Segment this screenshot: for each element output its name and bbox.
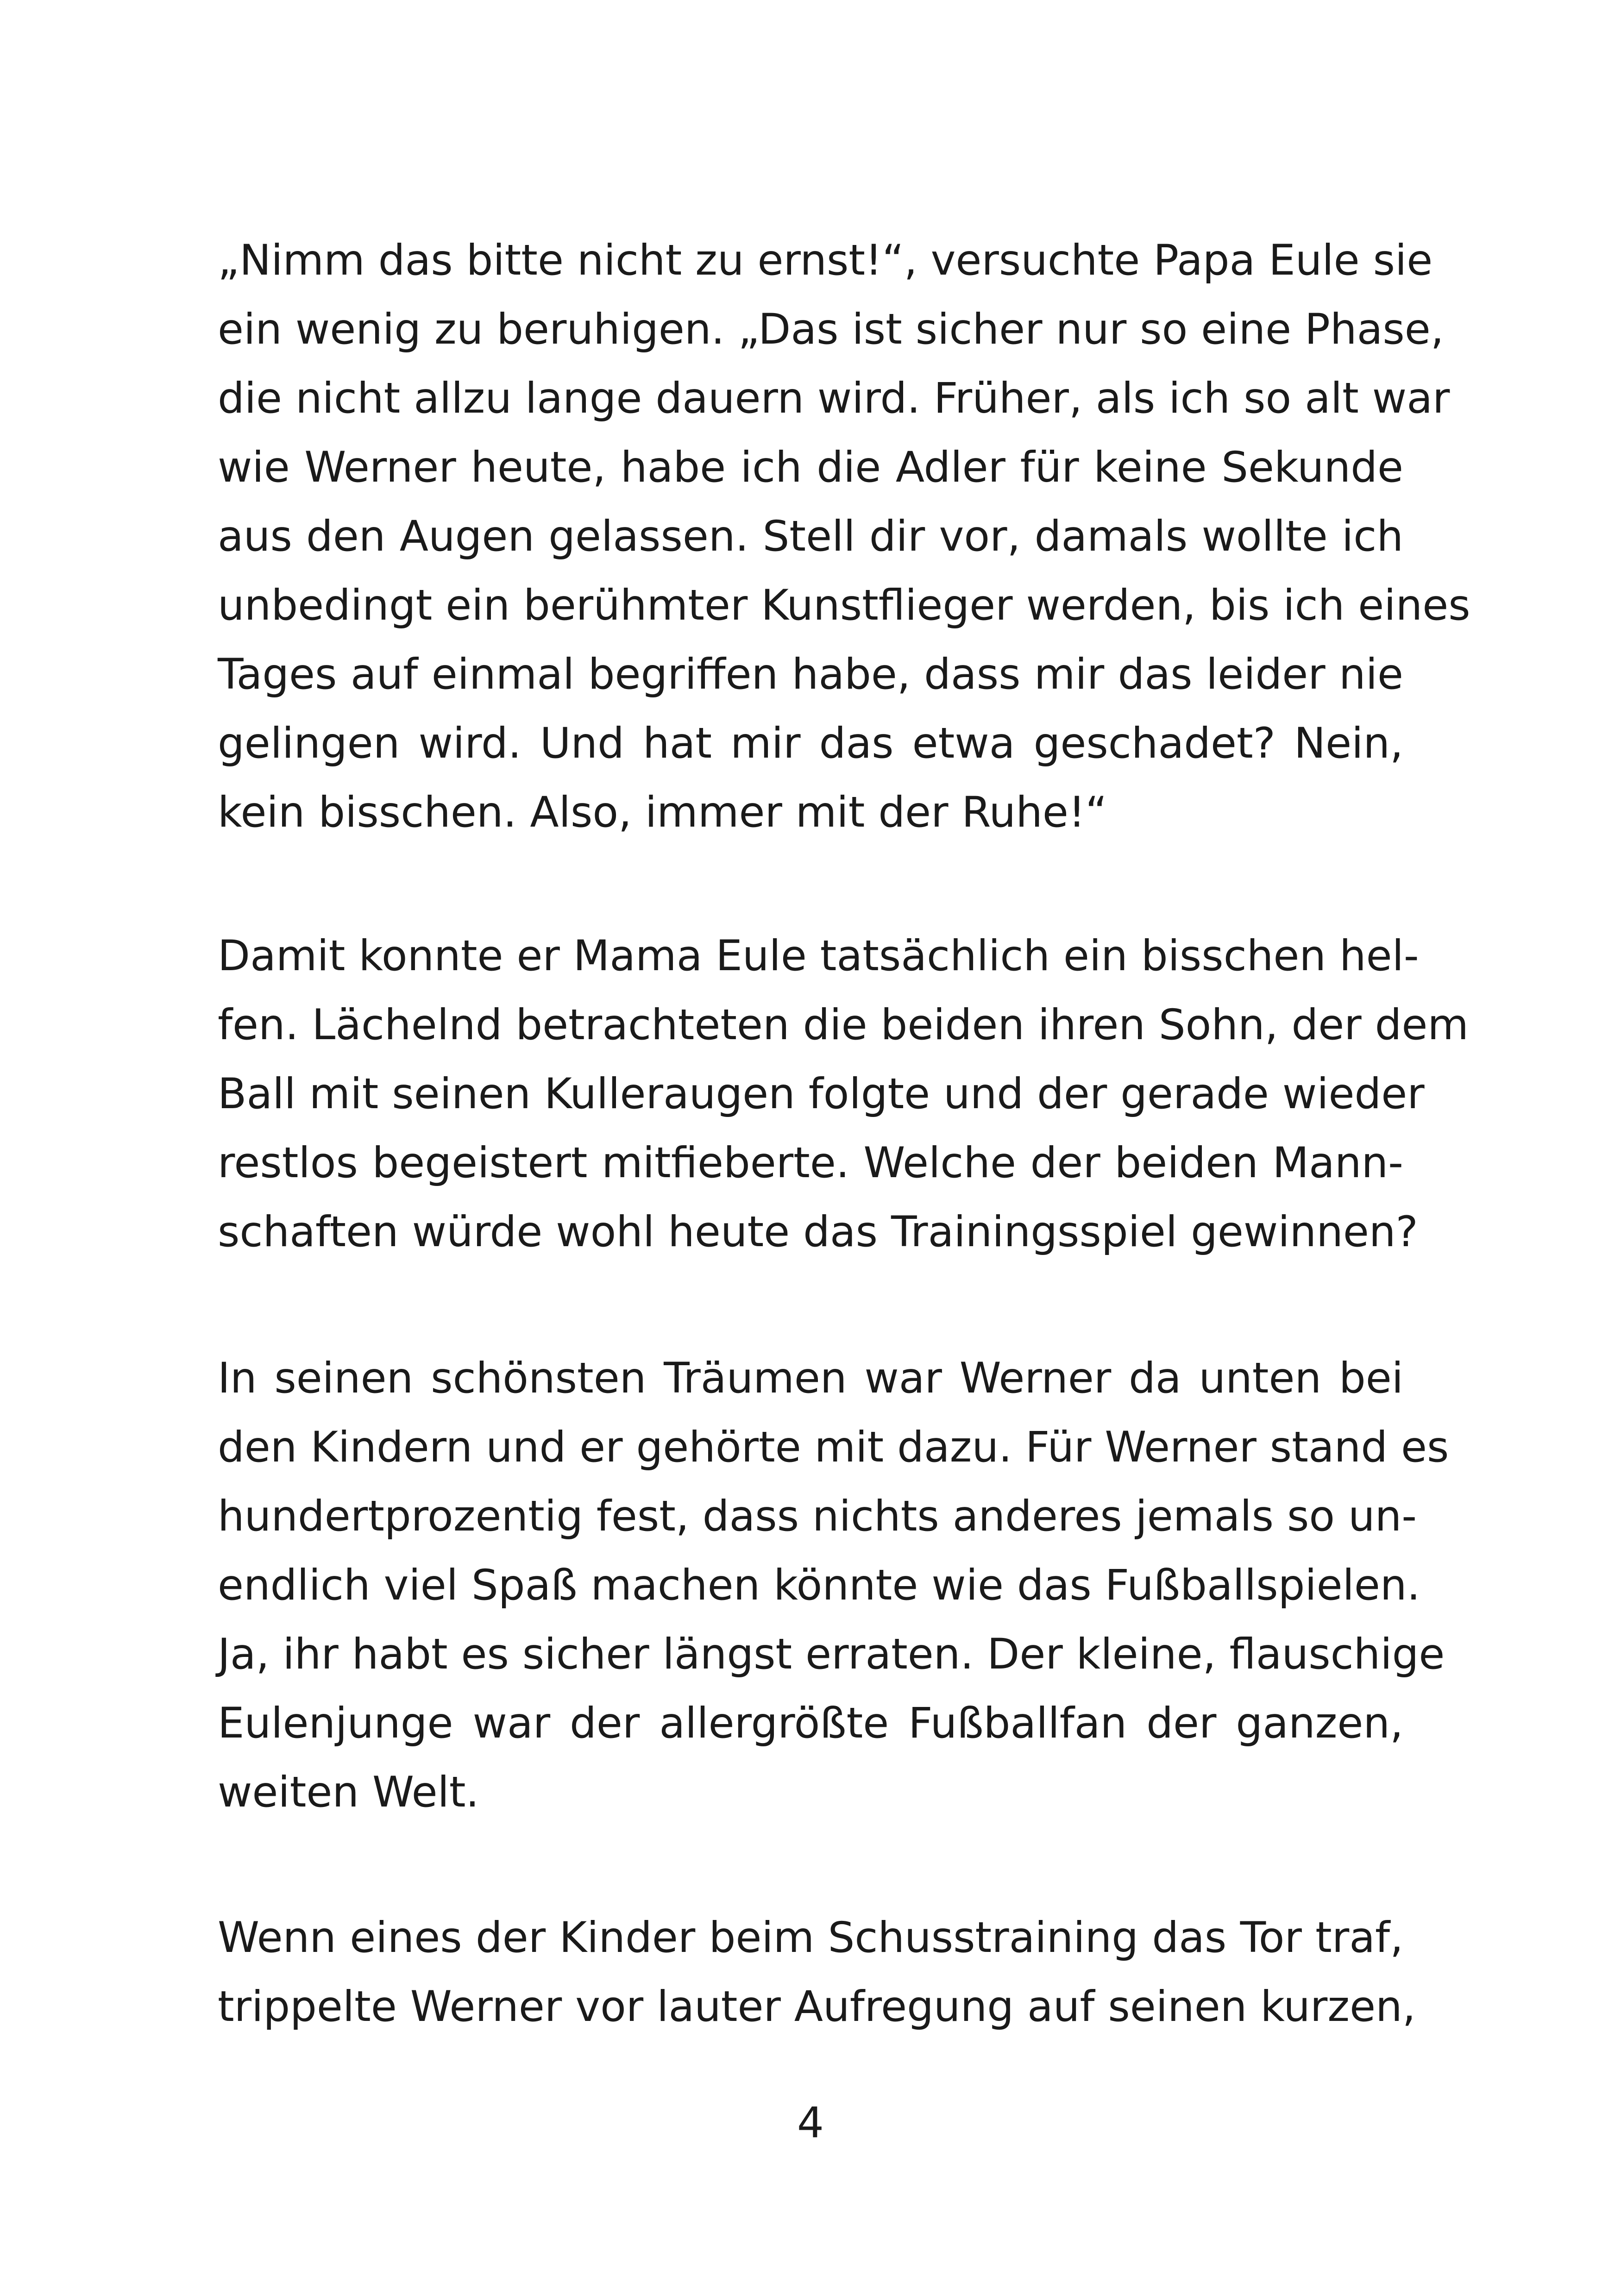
text-line: endlich viel Spaß machen könnte wie das Fußballspielen. [218,1561,1420,1610]
paragraph-mama-eule [218,922,1469,1267]
text-line: Eulenjunge war der allergrößte Fußballfan der ganzen, [218,1699,1403,1748]
text-line: „Nimm das bitte nicht zu ernst!“, versuchte Papa Eule sie [218,236,1433,285]
text-line: wie Werner heute, habe ich die Adler für keine Sekunde [218,443,1403,492]
text-line: In seinen schönsten Träumen war Werner da unten bei [218,1354,1403,1403]
text-line: Damit konnte er Mama Eule tatsächlich ein bisschen hel- [218,932,1419,980]
text-line: gelingen wird. Und hat mir das etwa geschadet? Nein, [218,719,1403,768]
text-line: unbedingt ein berühmter Kunstflieger werden, bis ich eines [218,581,1470,630]
paragraph-papa-eule-speech [218,226,1470,847]
text-line: Ja, ihr habt es sicher längst erraten. Der kleine, flauschige [218,1630,1445,1679]
text-line: aus den Augen gelassen. Stell dir vor, damals wollte ich [218,512,1403,561]
text-line: die nicht allzu lange dauern wird. Früher, als ich so alt war [218,374,1450,423]
paragraph-werner-dreams [218,1344,1449,1827]
text-line: schaften würde wohl heute das Trainingsspiel gewinnen? [218,1208,1418,1256]
paragraph-schusstraining [218,1903,1416,2041]
text-line: weiten Welt. [218,1768,479,1817]
text-line: Ball mit seinen Kulleraugen folgte und der gerade wieder [218,1070,1425,1118]
text-line: kein bisschen. Also, immer mit der Ruhe!“ [218,788,1107,837]
text-line: Tages auf einmal begriffen habe, dass mir das leider nie [218,650,1403,699]
text-line: Wenn eines der Kinder beim Schusstraining das Tor traf, [218,1913,1403,1962]
text-line: fen. Lächelnd betrachteten die beiden ihren Sohn, der dem [218,1001,1469,1049]
text-line: ein wenig zu beruhigen. „Das ist sicher nur so eine Phase, [218,305,1444,354]
text-line: den Kindern und er gehörte mit dazu. Für Werner stand es [218,1423,1449,1472]
text-line: trippelte Werner vor lauter Aufregung auf seinen kurzen, [218,1982,1416,2031]
text-line: restlos begeistert mitfieberte. Welche der beiden Mann- [218,1139,1403,1187]
text-line: hundertprozentig fest, dass nichts anderes jemals so un- [218,1492,1417,1541]
page-number: 4 [797,2099,824,2147]
